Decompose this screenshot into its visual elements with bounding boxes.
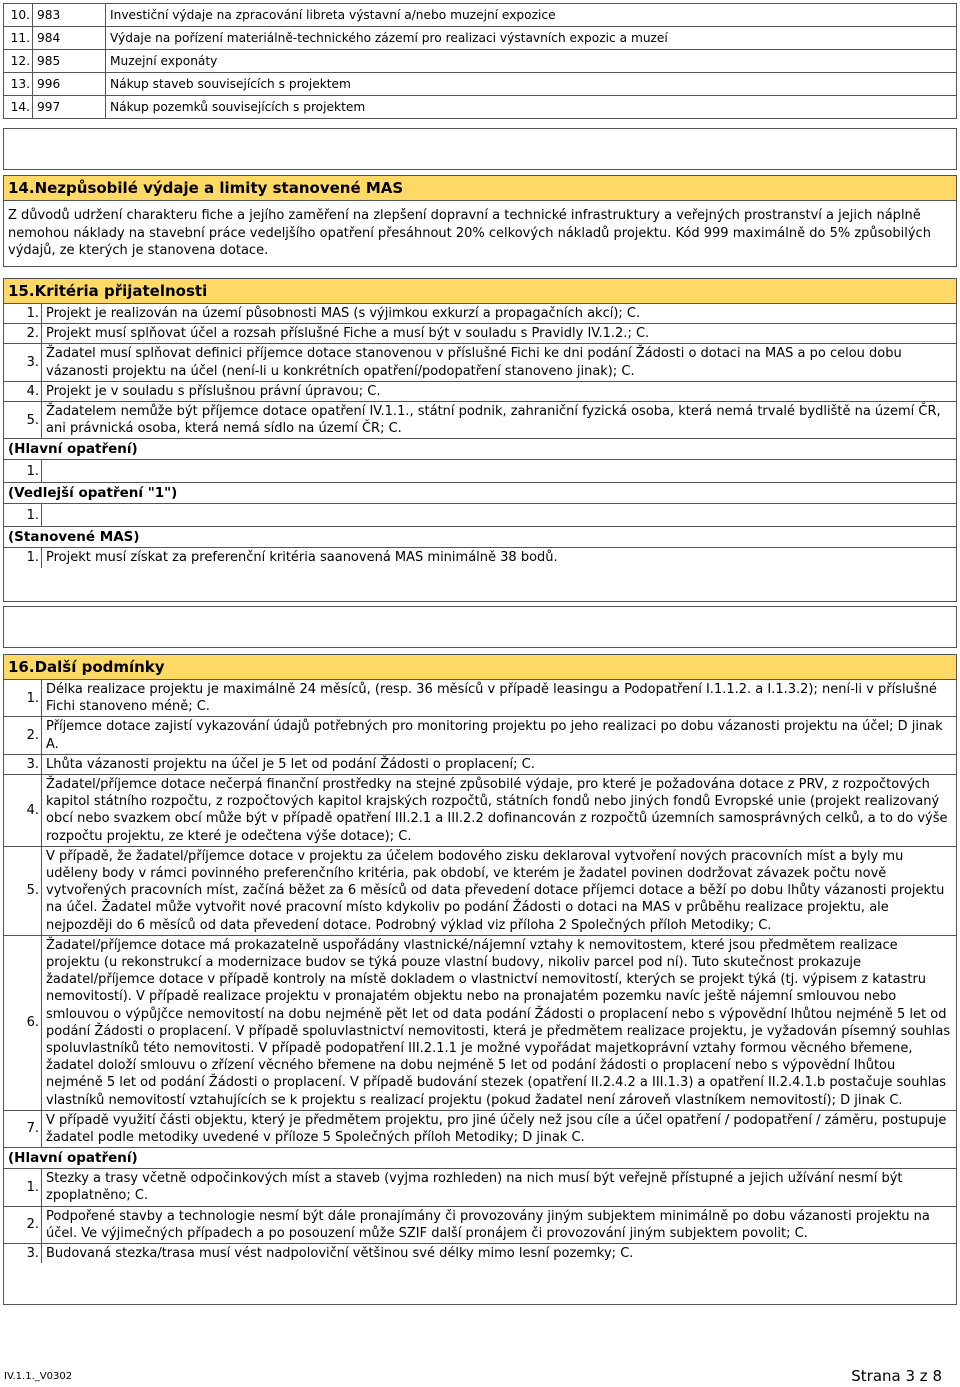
- item-text: Projekt je v souladu s příslušnou právní úpravou; C.: [46, 383, 381, 399]
- section-14-title: 14.Nezpůsobilé výdaje a limity stanovené MAS: [4, 176, 956, 201]
- section-15-title: 15.Kritéria přijatelnosti: [4, 279, 956, 304]
- list-item: [4, 846, 956, 935]
- table-row: [4, 27, 957, 50]
- row-number: 14.: [4, 96, 33, 119]
- item-text: Budovaná stezka/trasa musí vést nadpoloviční většinou své délky mimo lesní pozemky; C.: [46, 1246, 634, 1262]
- subsection-label: (Hlavní opatření): [4, 1147, 956, 1168]
- table-row: [4, 73, 957, 96]
- list-item: [4, 716, 956, 753]
- expense-code-table: [3, 3, 957, 119]
- subsection-label: (Vedlejší opatření "1"): [4, 482, 956, 503]
- expense-code: 984: [33, 27, 106, 50]
- expense-name: Investiční výdaje na zpracování libreta výstavní a/nebo muzejní expozice: [106, 4, 957, 27]
- item-number: 4.: [4, 382, 42, 401]
- item-number: 3.: [4, 755, 42, 774]
- footer-form-code: IV.1.1._V0302: [4, 1371, 73, 1382]
- section-other-conditions: [3, 654, 957, 1305]
- table-row: [4, 4, 957, 27]
- list-item: [4, 459, 956, 482]
- table-row: [4, 96, 957, 119]
- list-item: [4, 1243, 956, 1263]
- item-number: 7.: [4, 1111, 42, 1147]
- item-number: 1.: [4, 1169, 42, 1205]
- list-item: [4, 1110, 956, 1147]
- expense-code: 996: [33, 73, 106, 96]
- table-row: [4, 50, 957, 73]
- list-item: [4, 1206, 956, 1243]
- item-number: 4.: [4, 775, 42, 846]
- item-text: Lhůta vázanosti projektu na účel je 5 let od podání Žádosti o proplacení; C.: [46, 756, 535, 772]
- expense-code: 985: [33, 50, 106, 73]
- item-number: 3.: [4, 1244, 42, 1263]
- expense-name: Muzejní exponáty: [106, 50, 957, 73]
- item-number: 2.: [4, 717, 42, 753]
- section-16-items: [4, 680, 956, 1263]
- row-number: 10.: [4, 4, 33, 27]
- item-text: Projekt je realizován na území působnosti MAS (s výjimkou exkurzí a propagačních akcí); C.: [46, 306, 641, 321]
- row-number: 12.: [4, 50, 33, 73]
- item-number: 1.: [4, 460, 42, 482]
- list-item: [4, 503, 956, 526]
- item-text: Stezky a trasy včetně odpočinkových míst a staveb (vyjma rozhleden) na nich musí být veřejně přístupné a jejich užívání nesmí být zpoplatněno; C.: [46, 1171, 903, 1204]
- section-ineligible-costs: [3, 175, 957, 267]
- section-14-text: Z důvodů udržení charakteru fiche a jejího zaměření na zlepšení dopravní a technické infrastruktury a veřejných prostranství a jejich náplně nemohou náklady na stavební práce vedeljšího opatření přesáhnout 20% celkových nákladů projektu. Kód 999 maximálně do 5% způsobilých výdajů, ze kterých je stanovena dotace.: [8, 208, 931, 258]
- row-number: 11.: [4, 27, 33, 50]
- subsection-label: (Hlavní opatření): [4, 438, 956, 459]
- item-text: V případě, že žadatel/příjemce dotace v projektu za účelem bodového zisku deklaroval vytvoření nových pracovních míst a byly mu uděleny body v rámci povinného preferenčního kritéria, pak období, ve kterém je žadatel povinen dodržovat závazek počtu nově vytvořených pracovních míst, začíná běžet za 6 měsíců od data převedení dotace příjemci dotace a běží po dobu lhůty vázanosti projektu na účel. Žadatel může vytvořit nové pracovní místo kdykoliv po podání Žádosti o dotaci na MAS v průběhu realizace projektu, ale nejpozději do 6 měsíců od data převedení dotace. Podrobný výklad viz příloha 2 Společných příloh Metodiky; C.: [46, 848, 945, 933]
- item-text: [42, 504, 956, 526]
- list-item: [4, 754, 956, 774]
- item-text: Žadatel/příjemce dotace má prokazatelně uspořádány vlastnické/nájemní vztahy k nemovitostem, které jsou předmětem realizace projektu (u rekonstrukcí a modernizace budov se týká pouze vlastní budovy, nikoliv parcel pod ní). Tuto skutečnost prokazuje žadatel/příjemce dotace v případě kontroly na místě dokladem o vlastnictví nemovitostí, kterých se projekt týká (tj. výpisem z katastru nemovitostí). V případě realizace projektu v pronajatém objektu nebo na pronajatém pozemku navíc ještě nájemní smlouvou nebo smlouvou o výpůjčce nemovitostí na dobu nejméně pět let od data podání Žádosti o proplacení nebo s výpovědní lhůtou nejméně 5 let od podání Žádosti o proplacení. V případě spoluvlastnictví nemovitosti, která je předmětem realizace projektu, je vyžadován písemný souhlas spoluvlastníků této nemovitosti. V případě podopatření III.2.1.1 je možné vypořádat majetkoprávní vztahy formou věcného břemene, žadatel doloží smlouvu o zřízení věcného břemene na dobu nejméně 5 let od podání žádosti o proplacení nebo s výpovědní lhůtou nejméně 5 let od podání Žádosti o proplacení. V případě budování stezek (opatření II.2.4.2 a III.1.3) a opatření II.2.4.1.b postačuje souhlas vlastníků nemovitostí vztahujících se k projektu s realizací projektu (pokud žadatel není zároveň vlastníkem nemovitostí); D jinak C.: [46, 937, 951, 1108]
- subsection-label: (Stanovené MAS): [4, 526, 956, 547]
- expense-code: 997: [33, 96, 106, 119]
- item-number: 2.: [4, 324, 42, 343]
- item-number: 1.: [4, 504, 42, 526]
- expense-name: Výdaje na pořízení materiálně-technického zázemí pro realizaci výstavních expozic a muzeí: [106, 27, 957, 50]
- item-text: Projekt musí získat za preferenční kritéria saanovená MAS minimálně 38 bodů.: [46, 550, 558, 566]
- item-text: Podpořené stavby a technologie nesmí být dále pronajímány či provozovány jiným subjektem minimálně po dobu vázanosti projektu na účel. Ve výjimečných případech a po posouzení může SZIF další pronájem či provozování jiným subjektem povolit; C.: [46, 1208, 930, 1241]
- list-item: [4, 680, 956, 716]
- item-text: Projekt musí splňovat účel a rozsah příslušné Fiche a musí být v souladu s Pravidly IV.1.2.; C.: [46, 326, 650, 342]
- list-item: [4, 304, 956, 323]
- expense-code: 983: [33, 4, 106, 27]
- list-item: [4, 343, 956, 380]
- list-item: [4, 547, 956, 567]
- item-number: 5.: [4, 847, 42, 935]
- expense-name: Nákup staveb souvisejících s projektem: [106, 73, 957, 96]
- empty-box: [3, 606, 957, 648]
- item-number: 3.: [4, 344, 42, 380]
- section-eligibility-criteria: [3, 278, 957, 602]
- item-number: 2.: [4, 1207, 42, 1243]
- item-number: 1.: [4, 304, 42, 323]
- row-number: 13.: [4, 73, 33, 96]
- list-item: [4, 401, 956, 438]
- list-item: [4, 1168, 956, 1205]
- item-text: [42, 460, 956, 482]
- empty-box: [3, 128, 957, 170]
- section-15-items: [4, 304, 956, 568]
- expense-name: Nákup pozemků souvisejících s projektem: [106, 96, 957, 119]
- item-number: 1.: [4, 680, 42, 716]
- item-text: Příjemce dotace zajistí vykazování údajů potřebných pro monitoring projektu po jeho realizaci po dobu vázanosti projektu na účel; D jinak A.: [46, 719, 943, 752]
- item-number: 1.: [4, 548, 42, 567]
- list-item: [4, 381, 956, 401]
- item-text: Žadatel/příjemce dotace nečerpá finanční prostředky na stejné způsobilé výdaje, pro které je požadována dotace z PRV, z rozpočtových kapitol státního rozpočtu, z rozpočtových kapitol krajských rozpočtů, státních fondů nebo jiných fondů Evropské unie (projekt realizovaný obcí nebo svazkem obcí může být v případě opatření III.2.1 a III.2.2 dofinancován z rozpočtů územních samosprávných celků, a to do výše rozpočtu projektu, ze které je odečtena výše dotace); C.: [46, 777, 948, 844]
- list-item: [4, 323, 956, 343]
- item-number: 6.: [4, 936, 42, 1110]
- item-text: V případě využití části objektu, který je předmětem projektu, pro jiné účely než jsou cíle a účel opatření / podopatření / záměru, postupuje žadatel podle metodiky uvedené v příloze 5 Společných příloh Metodiky; D jinak C.: [46, 1112, 947, 1146]
- item-text: Žadatel musí splňovat definici příjemce dotace stanovenou v příslušné Fichi ke dni podání Žádosti o dotaci na MAS a po celou dobu vázanosti projektu na účel (není-li u konkrétních opatření/podopatření stanoveno jinak); C.: [46, 346, 902, 379]
- list-item: [4, 774, 956, 846]
- item-number: 5.: [4, 402, 42, 438]
- footer-page-number: Strana 3 z 8: [851, 1367, 942, 1385]
- item-text: Žadatelem nemůže být příjemce dotace opatření IV.1.1., státní podnik, zahraniční fyzická osoba, která nemá trvalé bydliště na území ČR, ani právnická osoba, která nemá sídlo na území ČR; C.: [46, 404, 941, 437]
- section-16-title: 16.Další podmínky: [4, 655, 956, 680]
- list-item: [4, 935, 956, 1110]
- item-text: Délka realizace projektu je maximálně 24 měsíců, (resp. 36 měsíců v případě leasingu a Podopatření I.1.1.2. a I.1.3.2); není-li v příslušné Fichi stanoveno méně; C.: [46, 682, 937, 715]
